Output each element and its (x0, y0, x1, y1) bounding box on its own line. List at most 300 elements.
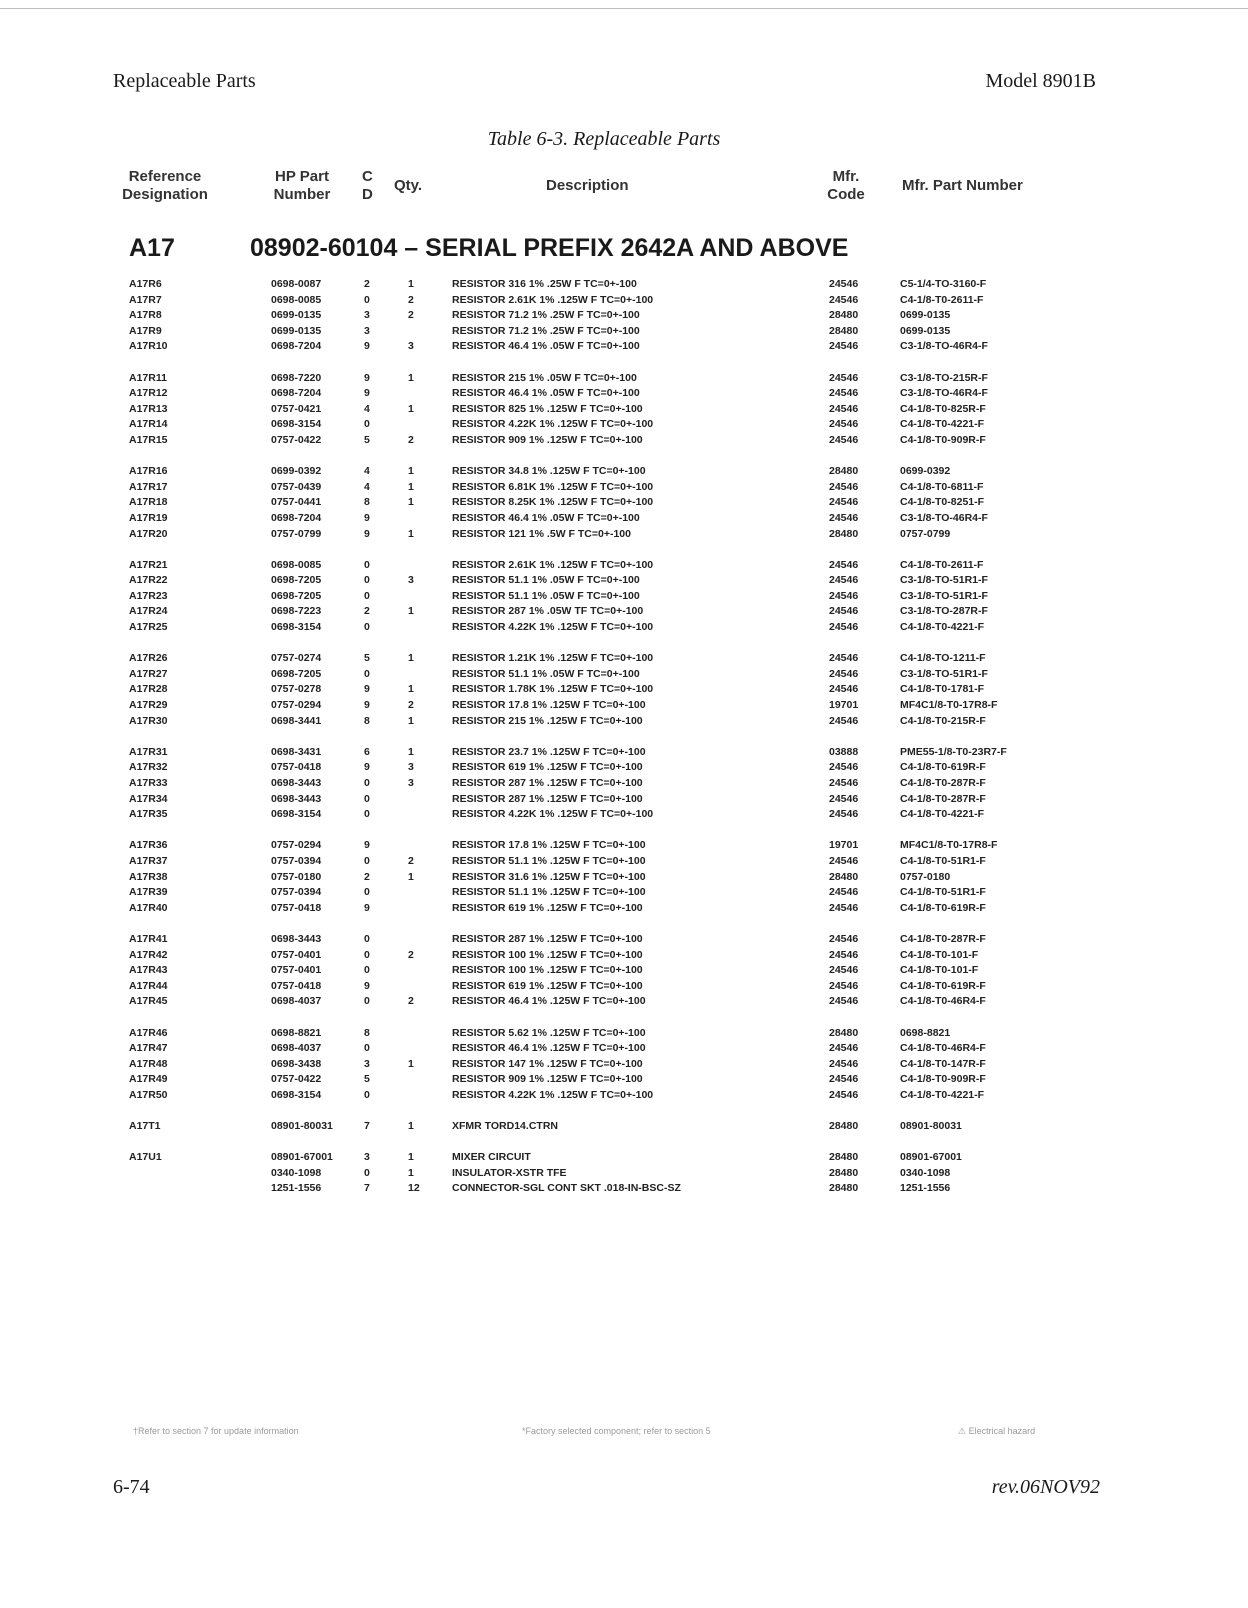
check-digit: 0 (364, 621, 370, 634)
description: RESISTOR 215 1% .125W F TC=0+-100 (452, 714, 643, 727)
mfr-part-number: 08901-80031 (900, 1120, 962, 1133)
table-row (0, 885, 1248, 901)
description: RESISTOR 1.21K 1% .125W F TC=0+-100 (452, 652, 654, 665)
description: RESISTOR 147 1% .125W F TC=0+-100 (452, 1057, 643, 1070)
description: RESISTOR 51.1 1% .05W F TC=0+-100 (452, 589, 640, 602)
mfr-code: 28480 (829, 1151, 859, 1164)
table-row (0, 698, 1248, 714)
description: RESISTOR 17.8 1% .125W F TC=0+-100 (452, 839, 646, 852)
mfr-part-number: C3-1/8-TO-46R4-F (900, 511, 988, 524)
ref-designation: A17R28 (129, 683, 168, 696)
check-digit: 0 (364, 948, 370, 961)
table-row (0, 1057, 1248, 1073)
ref-designation: A17R42 (129, 948, 168, 961)
description: RESISTOR 287 1% .05W TF TC=0+-100 (452, 605, 644, 618)
ref-designation: A17R18 (129, 496, 168, 509)
revision-date: rev.06NOV92 (991, 1476, 1100, 1498)
table-row (0, 386, 1248, 402)
quantity: 2 (408, 293, 414, 306)
quantity: 3 (408, 777, 414, 789)
table-row (0, 745, 1248, 761)
mfr-code: 24546 (829, 777, 859, 789)
quantity: 3 (408, 340, 414, 353)
check-digit: 0 (364, 886, 370, 899)
description: RESISTOR 909 1% .125W F TC=0+-100 (452, 1073, 643, 1086)
description: RESISTOR 46.4 1% .125W F TC=0+-100 (452, 995, 646, 1008)
mfr-part-number: C4-1/8-T0-46R4-F (900, 1042, 986, 1055)
hp-part-number: 0757-0441 (271, 496, 322, 509)
mfr-code: 24546 (829, 496, 859, 509)
table-title: Table 6-3. Replaceable Parts (487, 128, 721, 150)
description: RESISTOR 619 1% .125W F TC=0+-100 (452, 901, 643, 914)
description: RESISTOR 1.78K 1% .125W F TC=0+-100 (452, 683, 654, 696)
description: RESISTOR 2.61K 1% .125W F TC=0+-100 (452, 293, 654, 306)
table-row (0, 324, 1248, 340)
quantity: 1 (408, 745, 414, 758)
check-digit: 9 (364, 699, 370, 712)
mfr-code: 24546 (829, 574, 859, 587)
mfr-code: 28480 (829, 1120, 859, 1133)
mfr-part-number: C4-1/8-T0-101-F (900, 964, 979, 977)
mfr-code: 24546 (829, 418, 859, 431)
check-digit: 8 (364, 714, 370, 727)
mfr-part-number: C4-1/8-T0-4221-F (900, 621, 985, 634)
mfr-code: 24546 (829, 667, 859, 680)
mfr-code: 24546 (829, 886, 859, 899)
table-row (0, 807, 1248, 823)
check-digit: 0 (364, 574, 370, 587)
mfr-part-number: 0340-1098 (900, 1166, 951, 1179)
description: RESISTOR 4.22K 1% .125W F TC=0+-100 (452, 808, 654, 821)
check-digit: 4 (364, 465, 370, 478)
mfr-code: 24546 (829, 995, 859, 1008)
hp-part-number: 0757-0418 (271, 979, 322, 992)
hp-part-number: 0698-0085 (271, 293, 322, 306)
quantity: 1 (408, 527, 414, 540)
mfr-part-number: C3-1/8-TO-51R1-F (900, 574, 988, 587)
top-rule (0, 8, 1248, 9)
quantity: 1 (408, 496, 414, 509)
description: RESISTOR 619 1% .125W F TC=0+-100 (452, 979, 643, 992)
quantity: 1 (408, 1057, 414, 1070)
check-digit: 8 (364, 496, 370, 509)
table-row (0, 838, 1248, 854)
quantity: 1 (408, 714, 414, 727)
col-hp-part: HP Part Number (273, 168, 331, 203)
ref-designation: A17R41 (129, 932, 168, 945)
hp-part-number: 0698-7205 (271, 574, 322, 587)
ref-designation: A17R33 (129, 777, 168, 789)
mfr-part-number: C4-1/8-T0-2611-F (900, 293, 984, 306)
table-row (0, 433, 1248, 449)
mfr-code: 24546 (829, 278, 859, 290)
mfr-code: 03888 (829, 745, 859, 758)
mfr-part-number: C4-1/8-T0-2611-F (900, 558, 984, 571)
hp-part-number: 0699-0135 (271, 309, 322, 322)
check-digit: 9 (364, 901, 370, 914)
table-row (0, 760, 1248, 776)
mfr-code: 24546 (829, 948, 859, 961)
table-row (0, 776, 1248, 792)
col-cd: C D (362, 168, 373, 203)
footnote-factory-selected: *Factory selected component; refer to section 5 (522, 1426, 711, 1436)
table-row (0, 1119, 1248, 1135)
check-digit: 9 (364, 527, 370, 540)
hp-part-number: 0757-0294 (271, 699, 322, 712)
description: RESISTOR 215 1% .05W F TC=0+-100 (452, 371, 637, 384)
hp-part-number: 0757-0418 (271, 901, 322, 914)
mfr-part-number: C3-1/8-TO-215R-F (900, 371, 988, 384)
running-header-title: Replaceable Parts (113, 70, 256, 92)
check-digit: 8 (364, 1026, 370, 1039)
check-digit: 0 (364, 1042, 370, 1055)
table-row (0, 277, 1248, 293)
mfr-code: 24546 (829, 293, 859, 306)
mfr-part-number: C4-1/8-T0-287R-F (900, 932, 986, 945)
check-digit: 2 (364, 605, 370, 618)
check-digit: 9 (364, 979, 370, 992)
quantity: 1 (408, 605, 414, 618)
mfr-part-number: C4-1/8-T0-619R-F (900, 901, 986, 914)
quantity: 1 (408, 683, 414, 696)
description: RESISTOR 31.6 1% .125W F TC=0+-100 (452, 870, 646, 883)
mfr-code: 28480 (829, 870, 859, 883)
hp-part-number: 0757-0294 (271, 839, 322, 852)
hp-part-number: 0757-0394 (271, 886, 322, 899)
table-row (0, 604, 1248, 620)
ref-designation: A17R49 (129, 1073, 168, 1086)
mfr-code: 24546 (829, 621, 859, 634)
table-row (0, 308, 1248, 324)
running-header-model: Model 8901B (985, 70, 1096, 92)
quantity: 3 (408, 574, 414, 587)
table-row (0, 371, 1248, 387)
table-row (0, 573, 1248, 589)
ref-designation: A17R46 (129, 1026, 168, 1039)
ref-designation: A17R25 (129, 621, 168, 634)
table-row (0, 527, 1248, 543)
ref-designation: A17R16 (129, 465, 168, 478)
check-digit: 0 (364, 964, 370, 977)
description: CONNECTOR-SGL CONT SKT .018-IN-BSC-SZ (452, 1182, 681, 1195)
table-row (0, 464, 1248, 480)
check-digit: 6 (364, 745, 370, 758)
ref-designation: A17R29 (129, 699, 168, 712)
check-digit: 0 (364, 418, 370, 431)
check-digit: 7 (364, 1182, 370, 1195)
hp-part-number: 0698-3443 (271, 792, 322, 805)
quantity: 3 (408, 761, 414, 774)
mfr-code: 24546 (829, 1088, 859, 1101)
hp-part-number: 0699-0392 (271, 465, 322, 478)
check-digit: 3 (364, 1057, 370, 1070)
hp-part-number: 0698-4037 (271, 1042, 322, 1055)
col-mfr-part-number: Mfr. Part Number (902, 177, 1023, 194)
table-row (0, 1026, 1248, 1042)
mfr-code: 24546 (829, 480, 859, 493)
description: RESISTOR 100 1% .125W F TC=0+-100 (452, 948, 643, 961)
mfr-code: 24546 (829, 1057, 859, 1070)
check-digit: 0 (364, 854, 370, 867)
table-row (0, 1041, 1248, 1057)
quantity: 2 (408, 309, 414, 322)
mfr-part-number: C4-1/8-T0-909R-F (900, 433, 986, 446)
ref-designation: A17R26 (129, 652, 168, 665)
ref-designation: A17R27 (129, 667, 168, 680)
mfr-code: 24546 (829, 792, 859, 805)
table-row (0, 495, 1248, 511)
check-digit: 9 (364, 511, 370, 524)
hp-part-number: 0698-7204 (271, 387, 322, 400)
hp-part-number: 1251-1556 (271, 1182, 322, 1195)
ref-designation: A17R39 (129, 886, 168, 899)
quantity: 1 (408, 1120, 414, 1133)
mfr-code: 24546 (829, 901, 859, 914)
mfr-code: 24546 (829, 964, 859, 977)
table-row (0, 1088, 1248, 1104)
hp-part-number: 08901-67001 (271, 1151, 333, 1164)
mfr-part-number: C4-1/8-T0-147R-F (900, 1057, 986, 1070)
description: RESISTOR 51.1 1% .125W F TC=0+-100 (452, 854, 646, 867)
check-digit: 0 (364, 932, 370, 945)
description: RESISTOR 71.2 1% .25W F TC=0+-100 (452, 309, 640, 322)
description: RESISTOR 287 1% .125W F TC=0+-100 (452, 792, 643, 805)
mfr-part-number: MF4C1/8-T0-17R8-F (900, 839, 998, 852)
mfr-code: 24546 (829, 1042, 859, 1055)
mfr-part-number: 0757-0180 (900, 870, 951, 883)
mfr-part-number: 0698-8821 (900, 1026, 951, 1039)
mfr-part-number: C4-1/8-T0-51R1-F (900, 886, 986, 899)
ref-designation: A17R13 (129, 402, 168, 415)
mfr-part-number: C4-1/8-T0-4221-F (900, 418, 985, 431)
ref-designation: A17R22 (129, 574, 168, 587)
ref-designation: A17R38 (129, 870, 168, 883)
mfr-code: 24546 (829, 340, 859, 353)
ref-designation: A17R44 (129, 979, 168, 992)
description: RESISTOR 4.22K 1% .125W F TC=0+-100 (452, 621, 654, 634)
mfr-code: 24546 (829, 1073, 859, 1086)
description: RESISTOR 825 1% .125W F TC=0+-100 (452, 402, 643, 415)
hp-part-number: 0698-3154 (271, 808, 322, 821)
hp-part-number: 0698-3438 (271, 1057, 322, 1070)
ref-designation: A17R34 (129, 792, 168, 805)
mfr-code: 28480 (829, 1026, 859, 1039)
description: RESISTOR 287 1% .125W F TC=0+-100 (452, 932, 643, 945)
footnote-update: †Refer to section 7 for update information (133, 1426, 299, 1436)
mfr-part-number: C4-1/8-T0-215R-F (900, 714, 986, 727)
check-digit: 0 (364, 792, 370, 805)
check-digit: 9 (364, 761, 370, 774)
check-digit: 7 (364, 1120, 370, 1133)
mfr-code: 28480 (829, 1166, 859, 1179)
table-row (0, 979, 1248, 995)
mfr-part-number: 0699-0135 (900, 324, 951, 337)
mfr-code: 24546 (829, 402, 859, 415)
quantity: 2 (408, 948, 414, 961)
hp-part-number: 0698-7205 (271, 667, 322, 680)
description: RESISTOR 121 1% .5W F TC=0+-100 (452, 527, 631, 540)
table-row (0, 948, 1248, 964)
description: RESISTOR 71.2 1% .25W F TC=0+-100 (452, 324, 640, 337)
hp-part-number: 0757-0422 (271, 1073, 322, 1086)
ref-designation: A17R30 (129, 714, 168, 727)
description: RESISTOR 619 1% .125W F TC=0+-100 (452, 761, 643, 774)
mfr-code: 24546 (829, 979, 859, 992)
ref-designation: A17R47 (129, 1042, 168, 1055)
hp-part-number: 0698-7223 (271, 605, 322, 618)
hp-part-number: 0698-7220 (271, 371, 322, 384)
description: INSULATOR-XSTR TFE (452, 1166, 567, 1179)
description: RESISTOR 6.81K 1% .125W F TC=0+-100 (452, 480, 654, 493)
table-row (0, 870, 1248, 886)
mfr-code: 24546 (829, 808, 859, 821)
check-digit: 5 (364, 433, 370, 446)
ref-designation: A17R8 (129, 309, 162, 322)
hp-part-number: 0757-0401 (271, 964, 322, 977)
ref-designation: A17U1 (129, 1151, 162, 1164)
hp-part-number: 0698-0085 (271, 558, 322, 571)
hp-part-number: 0698-3154 (271, 418, 322, 431)
col-reference: Reference Designation (122, 168, 208, 203)
mfr-part-number: C3-1/8-TO-46R4-F (900, 387, 988, 400)
ref-designation: A17R20 (129, 527, 168, 540)
table-row (0, 667, 1248, 683)
check-digit: 0 (364, 589, 370, 602)
hp-part-number: 0757-0799 (271, 527, 322, 540)
description: RESISTOR 287 1% .125W F TC=0+-100 (452, 777, 643, 789)
table-row (0, 1166, 1248, 1182)
mfr-part-number: 1251-1556 (900, 1182, 951, 1195)
mfr-code: 19701 (829, 699, 859, 712)
table-row (0, 1072, 1248, 1088)
ref-designation: A17R24 (129, 605, 168, 618)
hp-part-number: 0698-3443 (271, 777, 322, 789)
description: RESISTOR 46.4 1% .05W F TC=0+-100 (452, 340, 640, 353)
mfr-part-number: C4-1/8-T0-8251-F (900, 496, 985, 509)
mfr-code: 24546 (829, 433, 859, 446)
mfr-code: 28480 (829, 324, 859, 337)
ref-designation: A17R15 (129, 433, 168, 446)
table-row (0, 1150, 1248, 1166)
description: RESISTOR 100 1% .125W F TC=0+-100 (452, 964, 643, 977)
check-digit: 0 (364, 1166, 370, 1179)
ref-designation: A17R17 (129, 480, 168, 493)
quantity: 1 (408, 480, 414, 493)
mfr-code: 28480 (829, 309, 859, 322)
ref-designation: A17R48 (129, 1057, 168, 1070)
hp-part-number: 0757-0421 (271, 402, 322, 415)
ref-designation: A17R11 (129, 371, 167, 384)
description: RESISTOR 46.4 1% .125W F TC=0+-100 (452, 1042, 646, 1055)
check-digit: 4 (364, 402, 370, 415)
quantity: 1 (408, 652, 414, 665)
description: RESISTOR 8.25K 1% .125W F TC=0+-100 (452, 496, 654, 509)
hp-part-number: 0698-4037 (271, 995, 322, 1008)
mfr-part-number: C4-1/8-T0-287R-F (900, 792, 986, 805)
parts-table (0, 277, 1248, 1197)
hp-part-number: 0698-3443 (271, 932, 322, 945)
description: RESISTOR 17.8 1% .125W F TC=0+-100 (452, 699, 646, 712)
mfr-part-number: C4-1/8-TO-1211-F (900, 652, 986, 665)
check-digit: 0 (364, 1088, 370, 1101)
ref-designation: A17R43 (129, 964, 168, 977)
check-digit: 9 (364, 340, 370, 353)
mfr-part-number: C4-1/8-T0-51R1-F (900, 854, 986, 867)
mfr-part-number: 0699-0135 (900, 309, 951, 322)
mfr-part-number: C4-1/8-T0-287R-F (900, 777, 986, 789)
hp-part-number: 0698-7205 (271, 589, 322, 602)
table-row (0, 620, 1248, 636)
assembly-title: 08902-60104 – SERIAL PREFIX 2642A AND ABOVE (250, 234, 849, 262)
mfr-part-number: PME55-1/8-T0-23R7-F (900, 745, 1007, 758)
mfr-code: 24546 (829, 605, 859, 618)
description: RESISTOR 316 1% .25W F TC=0+-100 (452, 278, 637, 290)
hp-part-number: 08901-80031 (271, 1120, 333, 1133)
mfr-code: 24546 (829, 511, 859, 524)
hp-part-number: 0757-0401 (271, 948, 322, 961)
ref-designation: A17T1 (129, 1120, 161, 1133)
description: XFMR TORD14.CTRN (452, 1120, 558, 1133)
hp-part-number: 0698-0087 (271, 278, 322, 290)
ref-designation: A17R23 (129, 589, 168, 602)
check-digit: 0 (364, 995, 370, 1008)
hp-part-number: 0698-3441 (271, 714, 322, 727)
mfr-part-number: C4-1/8-T0-101-F (900, 948, 979, 961)
mfr-part-number: C4-1/8-T0-4221-F (900, 1088, 985, 1101)
mfr-code: 24546 (829, 387, 859, 400)
table-row (0, 1181, 1248, 1197)
description: RESISTOR 51.1 1% .125W F TC=0+-100 (452, 886, 646, 899)
mfr-code: 24546 (829, 371, 859, 384)
mfr-code: 24546 (829, 589, 859, 602)
table-row (0, 651, 1248, 667)
mfr-part-number: C3-1/8-TO-287R-F (900, 605, 988, 618)
table-row (0, 714, 1248, 730)
table-row (0, 339, 1248, 355)
check-digit: 0 (364, 777, 370, 789)
description: RESISTOR 909 1% .125W F TC=0+-100 (452, 433, 643, 446)
ref-designation: A17R35 (129, 808, 168, 821)
mfr-code: 24546 (829, 683, 859, 696)
check-digit: 0 (364, 293, 370, 306)
mfr-code: 28480 (829, 527, 859, 540)
mfr-part-number: C4-1/8-T0-909R-F (900, 1073, 986, 1086)
quantity: 1 (408, 1166, 414, 1179)
table-row (0, 994, 1248, 1010)
check-digit: 2 (364, 278, 370, 290)
ref-designation: A17R36 (129, 839, 168, 852)
ref-designation: A17R10 (129, 340, 168, 353)
ref-designation: A17R19 (129, 511, 168, 524)
hp-part-number: 0757-0394 (271, 854, 322, 867)
ref-designation: A17R14 (129, 418, 168, 431)
mfr-code: 24546 (829, 761, 859, 774)
hp-part-number: 0699-0135 (271, 324, 322, 337)
quantity: 1 (408, 1151, 414, 1164)
mfr-part-number: C4-1/8-T0-1781-F (900, 683, 985, 696)
description: RESISTOR 2.61K 1% .125W F TC=0+-100 (452, 558, 654, 571)
mfr-part-number: C4-1/8-T0-825R-F (900, 402, 986, 415)
hp-part-number: 0757-0422 (271, 433, 322, 446)
check-digit: 3 (364, 1151, 370, 1164)
ref-designation: A17R21 (129, 558, 168, 571)
check-digit: 5 (364, 1073, 370, 1086)
table-row (0, 480, 1248, 496)
hp-part-number: 0698-3154 (271, 1088, 322, 1101)
hp-part-number: 0698-7204 (271, 511, 322, 524)
mfr-part-number: C4-1/8-T0-4221-F (900, 808, 985, 821)
mfr-code: 24546 (829, 854, 859, 867)
